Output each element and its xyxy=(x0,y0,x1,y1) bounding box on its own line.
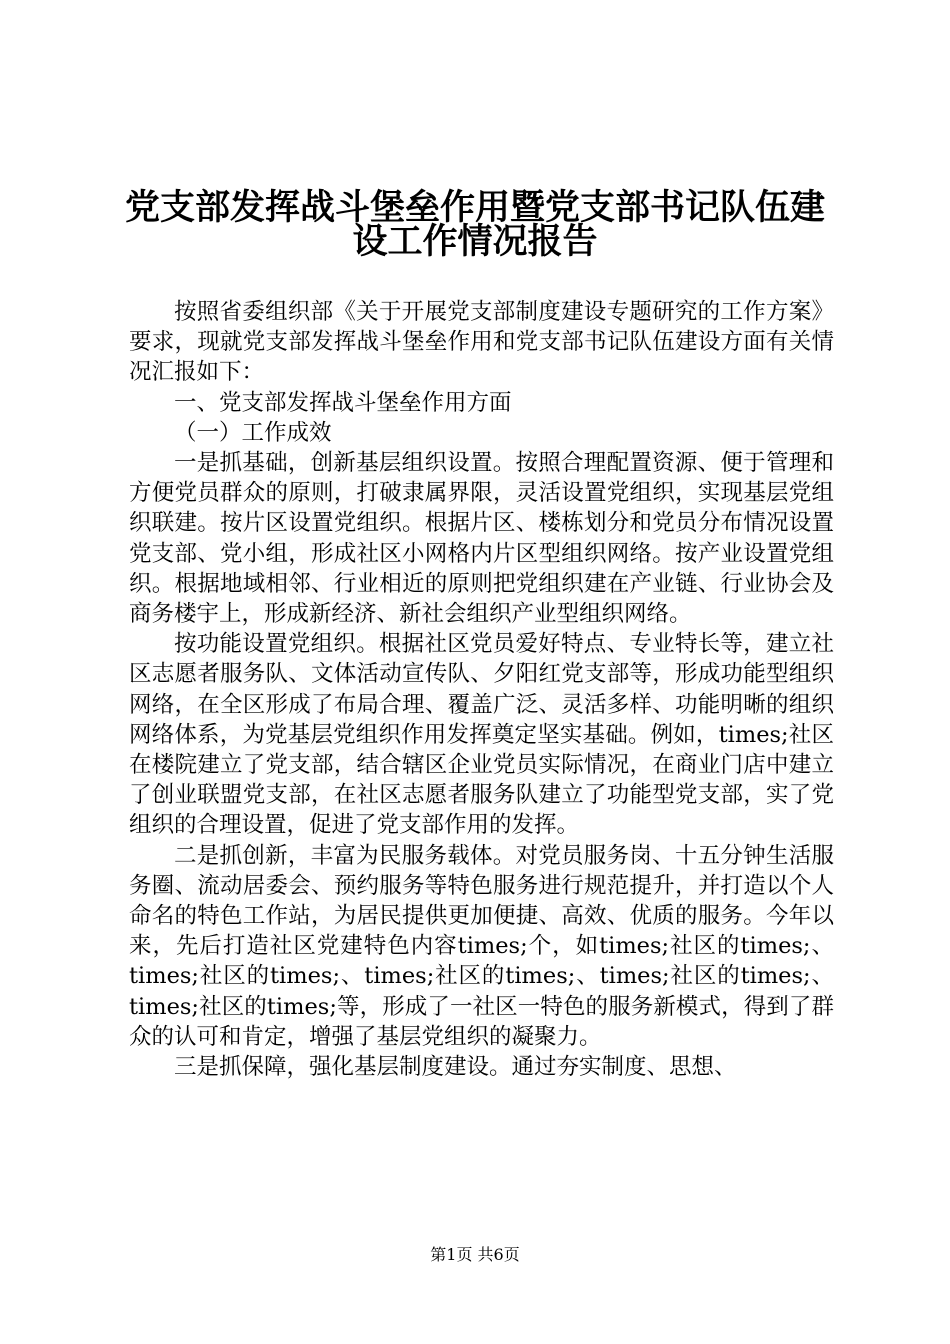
document-title-line-1: 党支部发挥战斗堡垒作用暨党支部书记队伍建 xyxy=(124,188,825,228)
paragraph: 三是抓保障，强化基层制度建设。通过夯实制度、思想、 xyxy=(174,1054,737,1081)
page-number-footer: 第1页 共6页 xyxy=(430,1245,520,1264)
section-heading: 一、党支部发挥战斗堡垒作用方面 xyxy=(174,389,512,416)
document-title-line-2: 设工作情况报告 xyxy=(352,222,598,262)
document-body xyxy=(129,297,834,1082)
paragraph-intro: 按照省委组织部《关于开展党支部制度建设专题研究的工作方案》要求，现就党支部发挥战斗堡垒作用和党支部书记队伍建设方面有关情况汇报如下： xyxy=(129,299,834,386)
paragraph: 一是抓基础，创新基层组织设置。按照合理配置资源、便于管理和方便党员群众的原则，打破隶属界限，灵活设置党组织，实现基层党组织联建。按片区设置党组织。根据片区、楼栋划分和党员分布情况设置党支部、党小组，形成社区小网格内片区型组织网络。按产业设置党组织。根据地域相邻、行业相近的原则把党组织建在产业链、行业协会及商务楼宇上，形成新经济、新社会组织产业型组织网络。 xyxy=(129,450,834,628)
subsection-heading: （一）工作成效 xyxy=(174,419,332,446)
paragraph: 二是抓创新，丰富为民服务载体。对党员服务岗、十五分钟生活服务圈、流动居委会、预约服务等特色服务进行规范提升，并打造以个人命名的特色工作站，为居民提供更加便捷、高效、优质的服务。今年以来，先后打造社区党建特色内容times;个，如times;社区的times;、times;社区的times;、times;社区的times;、times;社区的times;、times;社区的times;等，形成了一社区一特色的服务新模式，得到了群众的认可和肯定，增强了基层党组织的凝聚力。 xyxy=(129,842,834,1050)
paragraph: 按功能设置党组织。根据社区党员爱好特点、专业特长等，建立社区志愿者服务队、文体活动宣传队、夕阳红党支部等，形成功能型组织网络，在全区形成了布局合理、覆盖广泛、灵活多样、功能明晰的组织网络体系，为党基层党组织作用发挥奠定坚实基础。例如，times;社区在楼院建立了党支部，结合辖区企业党员实际情况，在商业门店中建立了创业联盟党支部，在社区志愿者服务队建立了功能型党支部，实了党组织的合理设置，促进了党支部作用的发挥。 xyxy=(129,631,834,839)
